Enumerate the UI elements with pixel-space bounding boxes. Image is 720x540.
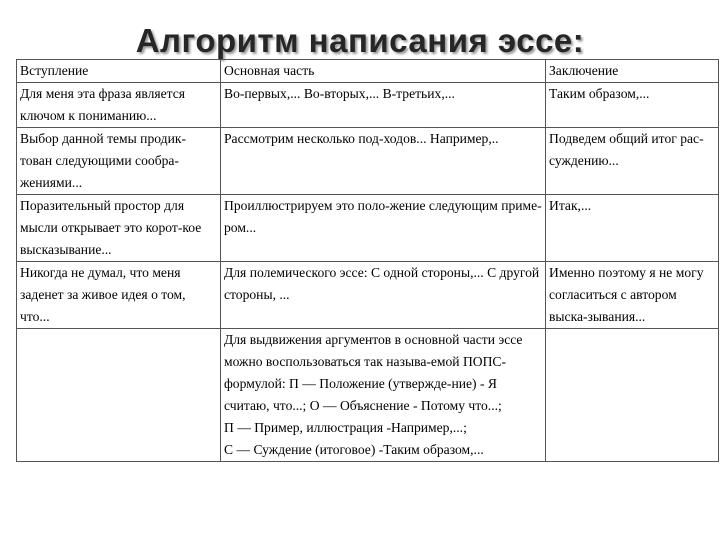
header-intro: Вступление (17, 60, 221, 83)
intro-cell: Выбор данной темы продик-тован следующими сообра-жениями... (17, 128, 221, 195)
main-cell: Во-первых,... Во-вторых,... В-третьих,... (221, 83, 546, 128)
header-conclusion: Заключение (546, 60, 719, 83)
table-row (17, 262, 719, 329)
essay-algorithm-table (16, 59, 719, 462)
header-main: Основная часть (221, 60, 546, 83)
table-row (17, 128, 719, 195)
pops-s: С — Суждение (итоговое) -Таким образом,... (224, 442, 484, 457)
conclusion-cell: Подведем общий итог рас-суждению... (546, 128, 719, 195)
pops-p2: П — Пример, иллюстрация -Например,...; (224, 420, 467, 435)
header-row (17, 60, 719, 83)
pops-intro: Для выдвижения аргументов в основной части эссе можно воспользоваться так называ-емой ПОПС-формулой: (224, 332, 523, 391)
pops-formula-cell (221, 329, 546, 462)
page-title: Алгоритм написания эссе: (135, 22, 585, 59)
intro-cell-empty (17, 329, 221, 462)
intro-cell: Никогда не думал, что меня заденет за живое идея о том, что... (17, 262, 221, 329)
intro-cell: Поразительный простор для мысли открывает это корот-кое высказывание... (17, 195, 221, 262)
conclusion-cell-empty (546, 329, 719, 462)
conclusion-cell: Таким образом,... (546, 83, 719, 128)
conclusion-cell: Именно поэтому я не могу согласиться с автором выска-зывания... (546, 262, 719, 329)
main-cell: Проиллюстрируем это поло-жение следующим приме-ром... (221, 195, 546, 262)
pops-p: П — Положение (утвержде-ние) - Я считаю, что...; (224, 376, 497, 413)
pops-o: О — Объяснение - Потому что...; (309, 398, 502, 413)
intro-cell: Для меня эта фраза является ключом к пониманию... (17, 83, 221, 128)
table-row (17, 195, 719, 262)
table-row-pops (17, 329, 719, 462)
main-cell: Для полемического эссе: С одной стороны,... С другой стороны, ... (221, 262, 546, 329)
main-cell: Рассмотрим несколько под-ходов... Например,.. (221, 128, 546, 195)
table-row (17, 83, 719, 128)
conclusion-cell: Итак,... (546, 195, 719, 262)
